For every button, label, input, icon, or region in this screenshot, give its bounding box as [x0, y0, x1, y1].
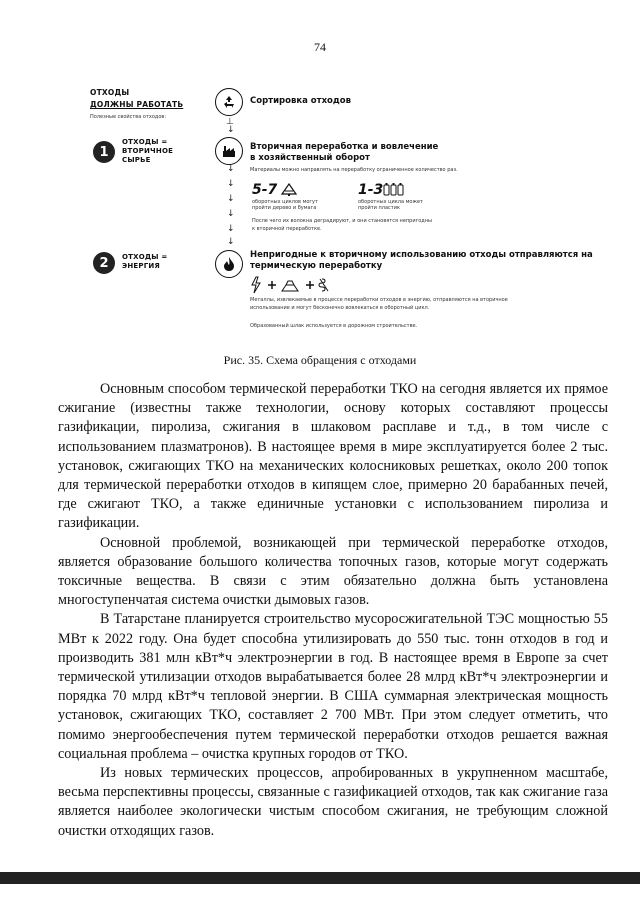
figure-caption: Рис. 35. Схема обращения с отходами [223, 353, 417, 367]
fire-icon [215, 250, 243, 278]
paragraph: Из новых термических процессов, апробированных в укрупненном масштабе, весьма перспективны процессы, связанные с газификацией отходов, так как сжигание газа является наиболее экологически чистым способом сжигания, не требующим сложной очистки отходящих газов. [58, 765, 608, 839]
cycles-plastic-text-1: оборотных цикла может [358, 199, 423, 205]
step3-note-3: Образованный шлак используется в дорожном строительстве. [250, 323, 418, 329]
body-text [58, 380, 608, 841]
arrow-down-icon: ↓ [227, 179, 235, 189]
arrow-down-icon: ↓ [227, 125, 235, 135]
block1-line1: ОТХОДЫ = [122, 138, 168, 146]
energy-metal-equation-icon [250, 276, 340, 294]
paragraph: В Татарстане планируется строительство мусоросжигательной ТЭС мощностью 55 МВт к 2022 году. Она будет способна утилизировать до 550 тыс. тонн отходов в год и производить 381 млн кВт*ч электроэнергии в год. В настоящее время в Европе за счет термической утилизации отходов вырабатывается более 28 млрд кВт*ч электроэнергии и порядка 70 млрд кВт*ч тепловой энергии. В США суммарная электрическая мощность установок, сжигающих ТКО, составляет 2 700 МВт. При этом следует отметить, что помимо энергообеспечения путем термической переработки отходов решается важная социальная проблема – очистка крупных городов от ТКО. [58, 611, 608, 762]
arrow-down-icon: ↓ [227, 194, 235, 204]
paragraph: Основным способом термической переработки ТКО на сегодня является их прямое сжигание (известны также технологии, основу которых составляют процессы газификации, пиролиза, сжигания в шлаковом расплаве и т.д., в том числе с использованием плазматронов). В настоящее время в мире эксплуатируется более 2 тыс. установок, сжигающих ТКО на механических колосниковых решетках, около 200 топок для термической переработки отходов в кипящем слое, примерно 20 барабанных печей, где сжигают ТКО, а также единичные установки с использованием пиролиза и газификации. [58, 381, 608, 532]
block2-line1: ОТХОДЫ = [122, 253, 168, 261]
header-subtitle: Полезные свойства отходов: [90, 114, 167, 120]
cycles-plastic-value: 1-3 [358, 182, 384, 198]
recycle-icon [215, 88, 243, 116]
block2-number: 2 [93, 252, 115, 274]
arrow-down-icon: ⊥ [226, 117, 234, 127]
block1-line2: ВТОРИЧНОЕ [122, 147, 174, 155]
step2-after-2: к вторичной переработке. [252, 226, 322, 232]
arrow-down-icon: ↓ [227, 237, 235, 247]
step2-after-1: После чего их волокна деградируют, и они становятся непригодны [252, 218, 432, 224]
cycles-plastic-text-2: пройти пластик [358, 205, 400, 211]
cycles-paper-value: 5-7 [252, 182, 278, 198]
arrow-down-icon: ↓ [227, 209, 235, 219]
header-title-1: ОТХОДЫ [90, 88, 130, 97]
paragraph: Основной проблемой, возникающей при термической переработке отходов, является образование большого количества топочных газов, которые могут содержать токсичные вещества. В связи с этим обязательно должна быть установлена многоступенчатая система очистки дымовых газов. [58, 534, 608, 609]
header-title-2: ДОЛЖНЫ РАБОТАТЬ [90, 100, 184, 109]
cycles-paper-text-2: пройти дерево и бумага [252, 205, 317, 211]
step2-note: Материалы можно направлять на переработку ограниченное количество раз. [250, 167, 458, 173]
block1-line3: СЫРЬЕ [122, 156, 151, 164]
bottles-icon [383, 182, 405, 196]
step3-note-1: Металлы, извлекаемые в процессе переработки отходов в энергию, отправляются на вторичное [250, 297, 508, 303]
step3-title-2: термическую переработку [250, 261, 383, 271]
waste-diagram [0, 0, 640, 350]
step2-title-2: в хозяйственный оборот [250, 153, 370, 163]
arrow-down-icon: ↓ [227, 164, 235, 174]
block2-line2: ЭНЕРГИЯ [122, 262, 161, 270]
arrow-down-icon: ↓ [227, 224, 235, 234]
cycles-paper-text-1: оборотных циклов могут [252, 199, 318, 205]
step3-note-2: использование и могут бесконечно вовлекаться в оборотный цикл. [250, 305, 430, 311]
factory-icon [215, 137, 243, 165]
page-number: 74 [314, 40, 326, 54]
scan-bottom-bar [0, 872, 640, 884]
block1-number: 1 [93, 141, 115, 163]
tree-icon [280, 183, 298, 196]
step2-title-1: Вторичная переработка и вовлечение [250, 142, 439, 152]
step3-title-1: Непригодные к вторичному использованию отходы отправляются на [250, 250, 593, 260]
step1-title: Сортировка отходов [250, 96, 351, 106]
